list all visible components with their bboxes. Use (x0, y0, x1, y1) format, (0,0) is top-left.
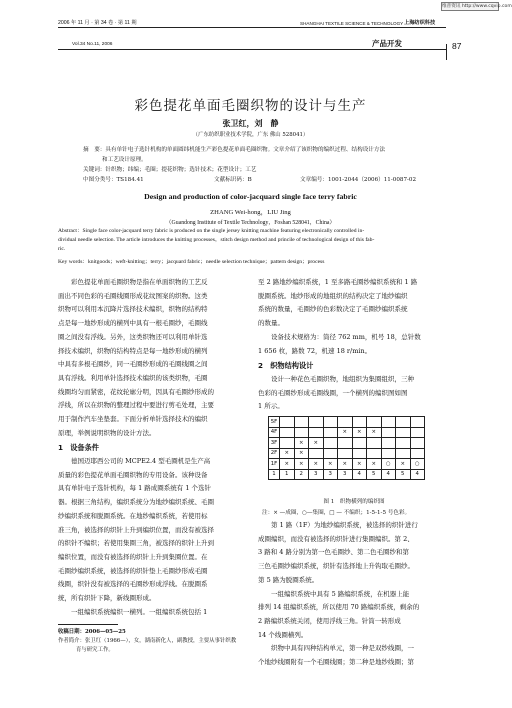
abstract-en (58, 227, 448, 254)
grid-cell: × (280, 459, 295, 470)
grid-row (269, 448, 425, 459)
issue-info: 2006 年 11 月 · 第 34 卷 · 第 11 期 (58, 20, 137, 26)
volume-info: Vol.34 No.11, 2006 (72, 42, 113, 47)
figure-1-note: 注：× —成圈，○—集圈，□ — 不编织；1-5-1-5 号色彩。 (262, 510, 411, 516)
body-line: 三色毛圈纱编织系统，织针有选择地上升钩取毛圈纱。 (258, 562, 414, 571)
figure-1-caption: 图 1 织物横列的编织图 (323, 499, 385, 505)
grid-cell: × (309, 438, 324, 449)
grid-cell (352, 448, 367, 459)
grid-cell (338, 448, 353, 459)
body-line: 第 1 路（1F）为地纱编织系统，被选择的织针进行 (258, 521, 418, 529)
grid-cell (280, 427, 295, 438)
journal-en: SHANGHAI TEXTILE SCIENCE & TECHNOLOGY (300, 21, 404, 26)
grid-cell (280, 417, 295, 428)
grid-row (269, 417, 425, 428)
grid-color-row (269, 469, 425, 480)
grid-cell (367, 448, 382, 459)
grid-cell (381, 427, 396, 438)
keywords-en: Key words：knitgoods；weft-knitting；terry；jacquard fabric；needle selection technique；pattern design；process (58, 259, 325, 265)
grid-cell: × (352, 459, 367, 470)
abstract-en-line: ric. (58, 246, 66, 252)
grid-cell: × (323, 459, 338, 470)
body-line: 设计一种花色毛圈织物，地组织为集圈组织，三种 (258, 375, 414, 383)
body-line: 14 个线圈横列。 (258, 630, 308, 639)
section-2-intro (258, 373, 450, 414)
right-column-top (258, 276, 450, 358)
grid-color-cell: 3 (309, 469, 324, 480)
keywords-cn: 关键词：针织物；纬编；毛圈；提花织物；选针技术；花型设计；工艺 (83, 167, 257, 173)
grid-cell (410, 417, 425, 428)
body-line: 浮线，所以在织物的整理过程中要进行剪毛处理，主要 (58, 401, 214, 410)
grid-cell (367, 438, 382, 449)
right-column-bottom (258, 519, 450, 670)
body-line: 德国迈耶西公司的 MCPE2.4 型毛圈机是生产高 (58, 457, 211, 465)
grid-row-label: 5F (269, 417, 280, 428)
abstract-cn (83, 145, 423, 165)
page-number: 87 (452, 41, 462, 51)
grid-cell: × (396, 459, 411, 470)
body-line: 线圈均匀而紧密，花纹轮廓分明，因具有毛圈纱形成的 (58, 387, 214, 396)
body-line: 择技术编织，织物的结构特点是每一地纱形成的横列 (58, 346, 208, 355)
grid-cell: × (352, 427, 367, 438)
paper-title-cn: 彩色提花单面毛圈织物的设计与生产 (134, 98, 367, 114)
body-line: 一组编织系统编织一横列。一组编织系统包括 1 (58, 607, 208, 616)
grid-cell (309, 417, 324, 428)
grid-row (269, 427, 425, 438)
body-line: 面出不同色彩的毛圈线圈形成花纹图案的织物。这类 (58, 291, 208, 300)
grid-color-cell: 4 (381, 469, 396, 480)
journal-cn: 上海纺织科技 (404, 20, 436, 26)
author-bio: 作者简介：张卫红（1966—），女，湖南新化人，副教授，主要从事针织教 (58, 638, 237, 644)
grid-cell: × (280, 448, 295, 459)
grid-cell (352, 417, 367, 428)
abstract-en-line: Abstract：Single face color-jacquard terry fabric is produced on the single jersey knitting machine featuring electronically controlled in- (58, 228, 365, 234)
grid-cell (323, 448, 338, 459)
body-line: 成圈编织，而没有被选择的织针进行集圈编织。第 2、 (258, 534, 414, 543)
body-line: 一组编织系统中具有 5 路编织系统，在机器上能 (258, 589, 410, 598)
grid-color-cell: 1 (269, 469, 280, 480)
grid-cell: × (367, 427, 382, 438)
grid-row-label: 1F (269, 459, 280, 470)
grid-cell (381, 438, 396, 449)
grid-cell (323, 417, 338, 428)
watermark-badge: 维普资讯 http://www.cqvip.com (442, 4, 512, 9)
body-line: 质量的彩色提花单面毛圈织物的专用设备。该种设备 (58, 470, 208, 479)
header-rule (58, 27, 446, 28)
figure-1-knitting-diagram (268, 416, 425, 480)
grid-cell (396, 448, 411, 459)
body-line: 原理，举例说明织物的设计方法。 (58, 428, 156, 437)
grid-cell (323, 438, 338, 449)
body-line: 的数量。 (258, 319, 284, 328)
grid-color-cell: 5 (367, 469, 382, 480)
authors-cn: 张卫红，刘 静 (222, 118, 279, 128)
body-line: 器。根据三角结构，编织系统分为地纱编织系统、毛圈 (58, 498, 214, 507)
grid-cell (338, 417, 353, 428)
body-line: 统，所有织针下降，新线圈形成。 (58, 594, 156, 603)
body-line: 具有浮线。利用单针选择技术编织的该类织物，毛圈 (58, 373, 208, 382)
body-line: 圈之间没有浮线。另外，这类织物还可以利用单针选 (58, 332, 208, 341)
left-column-intro (58, 276, 251, 440)
document-code: 文献标识码：B (214, 177, 252, 183)
header-rule-bottom (58, 49, 446, 50)
grid-cell (309, 448, 324, 459)
grid-cell (410, 448, 425, 459)
body-line: 的织针不编织；若使用集圈三角，被选择的织针上升到 (58, 539, 214, 548)
body-line: 线圈，织针没有被选择的毛圈纱形成浮线。在脱圈系 (58, 580, 208, 589)
received-date: 收稿日期：2006—05—25 (58, 629, 126, 635)
body-line: 彩色提花单面毛圈织物是指在单面织物的工艺反 (58, 278, 208, 286)
grid-color-cell: 4 (352, 469, 367, 480)
grid-row-label: 2F (269, 448, 280, 459)
body-line: 设备技术规格为：筒径 762 mm，机号 18，总针数 (258, 332, 421, 341)
grid-cell (396, 438, 411, 449)
grid-color-cell: 2 (294, 469, 309, 480)
grid-cell: × (294, 448, 309, 459)
section-label: 产品开发 (372, 39, 402, 48)
grid-cell: × (294, 459, 309, 470)
article-number: 文章编号：1001-2044（2006）11-0087-02 (300, 177, 417, 183)
grid-cell (338, 438, 353, 449)
grid-cell: × (338, 427, 353, 438)
section-1-heading: 1 设备条件 (58, 443, 99, 452)
footnote (58, 628, 236, 655)
section-2-heading: 2 织物结构设计 (258, 361, 314, 370)
grid-row-label: 4F (269, 427, 280, 438)
body-line: 点是每一地纱形成的横列中具有一根毛圈纱，毛圈线 (58, 319, 208, 328)
grid-cell: ○ (381, 459, 396, 470)
grid-row (269, 459, 425, 470)
body-line: 用于制作汽车坐垫套。下面分析单针选择技术的编织 (58, 415, 208, 424)
grid-cell: × (294, 438, 309, 449)
body-line: 至 2 路地纱编织系统，1 至多路毛圈纱编织系统和 1 路 (258, 278, 418, 286)
grid-cell (280, 438, 295, 449)
author-bio-cont: 育与研究工作。 (76, 647, 114, 653)
body-line: 纱编织系统和脱圈系统。在地纱编织系统，若使用标 (58, 511, 208, 520)
grid-cell: × (309, 459, 324, 470)
body-line: 色彩的毛圈纱形成毛圈线圈，一个横列的编织图如图 (258, 388, 408, 397)
grid-cell (396, 427, 411, 438)
body-line: 1 656 枚，路数 72，机速 18 r/min。 (258, 346, 372, 355)
grid-cell (309, 427, 324, 438)
grid-row (269, 438, 425, 449)
body-line: 第 5 路为脱圈系统。 (258, 575, 319, 584)
grid-color-cell: 3 (338, 469, 353, 480)
body-line: 2 路编织系统关闭，使用浮线三角。针筒一转形成 (258, 616, 401, 625)
abstract-en-line: dividual needle selection. The article introduces the knitting processes，stitch design method and princile of technological design of this fab- (58, 237, 375, 243)
clc-number: 中图分类号：TS184.41 (83, 177, 144, 183)
grid-cell (294, 417, 309, 428)
grid-cell (410, 427, 425, 438)
affiliation-cn: （广东纺织职业技术学院，广东 佛山 528041） (192, 132, 309, 138)
grid-cell (352, 438, 367, 449)
body-line: 排列 14 组编织系统，所以使用 70 路编织系统，剩余的 (258, 603, 420, 612)
grid-row-label: 3F (269, 438, 280, 449)
body-line: 准三角，被选择的织针上升到编织位置，而没有被选择 (58, 525, 214, 534)
body-line: 毛圈纱编织系统，被选择的织针垫上毛圈纱形成毛圈 (58, 566, 208, 575)
body-line: 脱圈系统。地纱形成的地组织的结构决定了地纱编织 (258, 291, 408, 300)
section-1-body (58, 455, 251, 619)
authors-en: ZHANG Wei-hong，LIU Jing (210, 209, 291, 216)
body-line: 个地纱线圈附有一个毛圈线圈；第二种是地纱线圈；第 (258, 658, 414, 667)
grid-cell (381, 417, 396, 428)
grid-cell: ○ (410, 459, 425, 470)
grid-cell: × (338, 459, 353, 470)
page-number-divider (446, 44, 447, 60)
body-line: 1 所示。 (258, 402, 284, 411)
grid-color-cell: 4 (410, 469, 425, 480)
grid-cell (381, 448, 396, 459)
body-line: 3 路和 4 路分别为第一色毛圈纱、第二色毛圈纱和第 (258, 548, 409, 557)
grid-color-cell: 1 (280, 469, 295, 480)
body-line: 织物中具有四种结构单元，第一种是双纱线圈，一 (258, 644, 414, 653)
affiliation-en: （Guandong Institute of Textile Technology，Foshan 528041，China） (165, 220, 336, 226)
abstract-cn-line: 和工艺设计原理。 (102, 157, 147, 163)
grid-cell (294, 427, 309, 438)
body-line: 编织位置，而没有被选择的织针上升到集圈位置。在 (58, 552, 208, 561)
grid-cell (367, 417, 382, 428)
grid-color-cell: 3 (323, 469, 338, 480)
knitting-grid (268, 416, 425, 480)
body-line: 系统的数量，毛圈纱的色彩数决定了毛圈纱编织系统 (258, 305, 408, 314)
abstract-cn-line: 摘 要：具有单针电子选针机构的单面圆纬机能生产彩色提花单面毛圈织物。文章介绍了该织物的编织过程、结构设计方法 (83, 147, 386, 153)
body-line: 中具有多根毛圈纱，同一毛圈纱形成的毛圈线圈之间 (58, 360, 208, 369)
grid-cell (396, 417, 411, 428)
grid-cell: × (367, 459, 382, 470)
body-line: 织物可以利用本沉降片选择技术编织，织物的结构特 (58, 305, 208, 314)
body-line: 具有单针电子选针机构，每 1 路成圈系统有 1 个选针 (58, 484, 212, 493)
grid-cell (410, 438, 425, 449)
grid-color-cell: 5 (396, 469, 411, 480)
footnote-rule (58, 624, 118, 625)
grid-cell (323, 427, 338, 438)
paper-title-en: Design and production of color-jacquard single face terry fabric (144, 192, 357, 201)
